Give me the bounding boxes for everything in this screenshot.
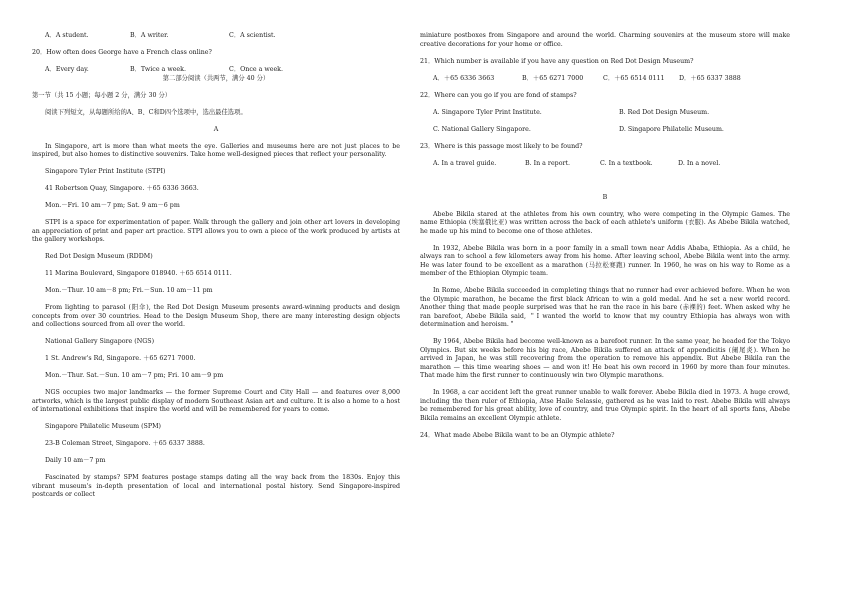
q21-options bbox=[420, 75, 790, 84]
q22-option-c: C. National Gallery Singapore. bbox=[433, 125, 531, 133]
q22-option-b: B. Red Dot Design Museum. bbox=[619, 108, 710, 116]
q21-option-d: D．＋65 6337 3888 bbox=[679, 74, 741, 82]
part2-header: 第二部分阅读（共两节，满分 40 分） bbox=[162, 74, 270, 82]
passage-b-label: B bbox=[602, 193, 608, 201]
q22-option-d: D. Singapore Philatelic Museum. bbox=[619, 125, 724, 133]
q22-options-row1 bbox=[420, 109, 790, 118]
spm-description-continued: miniature postboxes from Singapore and around the world. Charming souvenirs at the museum store will make creative decorations for your home or office. bbox=[420, 32, 790, 48]
stpi-hours: Mon.－Fri. 10 am－7 pm; Sat. 9 am－6 pm bbox=[45, 202, 180, 209]
q20-option-c: C．Once a week. bbox=[229, 66, 284, 73]
q23-option-b: B. In a report. bbox=[525, 159, 571, 167]
q23-options bbox=[420, 160, 790, 169]
q21-option-c: C．＋65 6514 0111 bbox=[603, 74, 665, 82]
stpi-name: Singapore Tyler Print Institute (STPI) bbox=[45, 168, 166, 175]
q19-option-b: B．A writer. bbox=[130, 32, 169, 39]
q22-option-a: A. Singapore Tyler Print Institute. bbox=[433, 108, 542, 116]
q23-option-a: A. In a travel guide. bbox=[433, 159, 497, 167]
ngs-description: NGS occupies two major landmarks — the former Supreme Court and City Hall — and features over 8,000 artworks, which is the largest public display of modern Southeast Asian art and culture. It is also a home to a host of international exhibitions that inspire the world and will be remembered for years to come. bbox=[32, 389, 400, 413]
q19-option-c: C．A scientist. bbox=[229, 32, 276, 39]
q19-option-a: A．A student. bbox=[45, 32, 89, 39]
rddm-hours: Mon.－Thur. 10 am－8 pm; Fri.－Sun. 10 am－11 pm bbox=[45, 287, 213, 294]
q21-question: 21．Which number is available if you have any question on Red Dot Design Museum? bbox=[420, 57, 694, 65]
rddm-address: 11 Marina Boulevard, Singapore 018940. ＋65 6514 0111. bbox=[45, 270, 232, 277]
passage-b-paragraph-4: By 1964, Abebe Bikila had become well-known as a barefoot runner. In the same year, he headed for the Tokyo Olympics. But six weeks before his big race, Abebe Bikila suffered an attack of appendicitis (阑尾炎). When he arrived in Japan, he was still recovering from the operation to remove his appendix. But Abebe Bikila ran the marathon — this time wearing shoes — and won it! He beat his own record in 1960 by more than four minutes. That made him the first runner to continuously win two Olympic marathons. bbox=[420, 338, 790, 379]
stpi-address: 41 Robertson Quay, Singapore. ＋65 6336 3663. bbox=[45, 185, 199, 192]
q20-option-a: A．Every day. bbox=[45, 66, 89, 73]
q21-option-b: B．＋65 6271 7000 bbox=[522, 74, 584, 82]
passage-b-paragraph-1: Abebe Bikila stared at the athletes from his own country, who were competing in the Olympic Games. The name Ethiopia (埃塞俄比亚) was written across the back of each athlete's uniform (衣服). As Abebe Bikila watched, he made up his mind to become one of those athletes. bbox=[420, 210, 790, 235]
ngs-name: National Gallery Singapore (NGS) bbox=[45, 338, 155, 345]
ngs-hours: Mon.－Thur. Sat.－Sun. 10 am－7 pm; Fri. 10 am－9 pm bbox=[45, 372, 224, 379]
q23-question: 23．Where is this passage most likely to be found? bbox=[420, 142, 583, 150]
stpi-description: STPI is a space for experimentation of paper. Walk through the gallery and join other art lovers in developing an appreciation of print and paper art practice. STPI allows you to own a piece of the work produced by artists at the gallery workshops. bbox=[32, 219, 400, 243]
rddm-name: Red Dot Design Museum (RDDM) bbox=[45, 253, 153, 260]
q23-option-c: C. In a textbook. bbox=[600, 159, 653, 167]
q23-option-d: D. In a novel. bbox=[678, 159, 721, 167]
instructions: 阅读下列短文，从每题所给的A、B、C和D四个选项中，选出最佳选项。 bbox=[45, 108, 247, 116]
section1-header: 第一节（共 15 小题；每小题 2 分，满分 30 分） bbox=[32, 91, 172, 99]
passage-b-paragraph-5: In 1968, a car accident left the great runner unable to walk forever. Abebe Bikila died in 1973. A huge crowd, including the then ruler of Ethiopia, Atse Haile Selassie, gathered as he was laid to rest. Abebe Bikila will always be remembered for his great ability, love of country, and true Olympic spirit. In the heart of all sports fans, Abebe Bikila remains an excellent Olympic athlete. bbox=[420, 389, 790, 422]
right-column bbox=[420, 32, 790, 440]
spm-description: Fascinated by stamps? SPM features postage stamps dating all the way back from the 1830s. Enjoy this vibrant museum's in-depth presentation of local and international postal history. Send Singapore-inspired postcards or collect bbox=[32, 474, 400, 498]
passage-b-paragraph-3: In Rome, Abebe Bikila succeeded in completing things that no runner had ever achieved before. When he won the Olympic marathon, he became the first black African to win a gold medal. And he set a new world record. Another thing that made people surprised was that he ran the race in his bare (赤裸的) feet. When asked why he ran barefoot, Abebe Bikila said, ＂I wanted the world to know that my country Ethiopia has always won with determination and heroism.＂ bbox=[420, 287, 790, 328]
intro-paragraph: In Singapore, art is more than what meets the eye. Galleries and museums here are not just places to be inspired, but also homes to distinctive souvenirs. Take home well-designed pieces that reflect your personality. bbox=[32, 142, 400, 158]
q20-option-b: B．Twice a week. bbox=[130, 66, 186, 73]
q19-options bbox=[32, 32, 400, 41]
q20-question: 20．How often does George have a French class online? bbox=[32, 49, 212, 56]
passage-a-label: A bbox=[213, 125, 219, 133]
q22-options-row2 bbox=[420, 126, 790, 135]
spm-hours: Daily 10 am－7 pm bbox=[45, 457, 106, 464]
q21-option-a: A．＋65 6336 3663 bbox=[433, 74, 495, 82]
q20-options bbox=[32, 66, 400, 75]
left-column bbox=[32, 32, 400, 500]
passage-b-paragraph-2: In 1932, Abebe Bikila was born in a poor family in a small town near Addis Ababa, Ethiopia. As a child, he always ran to school a few kilometers away from his home. After leaving school, Abebe Bikila went into the army. He was later found to be excellent as a marathon (马拉松赛跑) runner. In 1960, he was on his way to Rome as a member of the Ethiopian Olympic team. bbox=[420, 244, 790, 277]
q24-question: 24．What made Abebe Bikila want to be an Olympic athlete? bbox=[420, 431, 615, 439]
q22-question: 22．Where can you go if you are fond of stamps? bbox=[420, 91, 577, 99]
ngs-address: 1 St. Andrew's Rd, Singapore. ＋65 6271 7000. bbox=[45, 355, 196, 362]
rddm-description: From lighting to parasol (阳伞), the Red Dot Design Museum presents award-winning products and design concepts from over 30 countries. Head to the Design Museum Shop, there are many interesting design objects and collections sourced from all over the world. bbox=[32, 304, 400, 328]
spm-name: Singapore Philatelic Museum (SPM) bbox=[45, 423, 162, 430]
spm-address: 23-B Coleman Street, Singapore. ＋65 6337 3888. bbox=[45, 440, 205, 447]
